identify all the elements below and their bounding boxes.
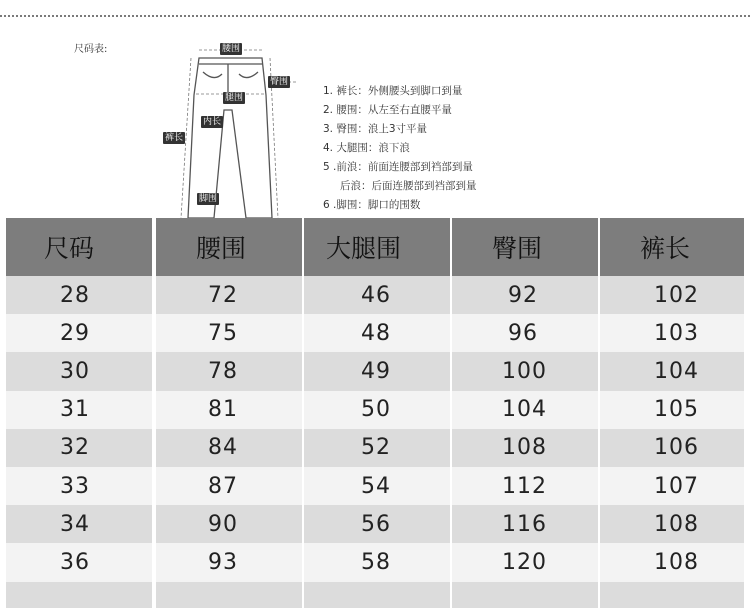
header-thigh: 大腿围 [304,218,450,276]
table-cell: 49 [304,352,450,390]
table-cell: 81 [156,391,302,429]
size-chart-title: 尺码表: [74,44,108,55]
table-empty-row [600,582,744,608]
note-length: 1. 裤长：外侧腰头到脚口到量 [323,85,463,97]
column-thigh [304,218,450,610]
column-length [600,218,744,610]
length-tag: 裤长 [165,133,184,143]
table-cell: 106 [600,429,744,467]
table-empty-row [156,582,302,608]
table-cell: 96 [452,314,598,352]
note-hem: 6 .脚围：脚口的围数 [323,199,421,211]
thigh-tag: 腿围 [225,93,244,103]
table-cell: 78 [156,352,302,390]
table-cell: 108 [452,429,598,467]
table-empty-row [304,582,450,608]
table-cell: 48 [304,314,450,352]
table-cell: 100 [452,352,598,390]
table-cell: 52 [304,429,450,467]
table-cell: 103 [600,314,744,352]
table-cell: 104 [452,391,598,429]
table-cell: 75 [156,314,302,352]
table-cell: 34 [6,505,152,543]
table-cell: 46 [304,276,450,314]
table-cell: 107 [600,467,744,505]
table-cell: 108 [600,543,744,581]
table-cell: 93 [156,543,302,581]
table-cell: 104 [600,352,744,390]
inseam-tag: 内长 [203,117,222,127]
table-cell: 105 [600,391,744,429]
table-cell: 31 [6,391,152,429]
table-cell: 56 [304,505,450,543]
table-cell: 30 [6,352,152,390]
note-hip: 3. 臀围：浪上3寸平量 [323,123,428,135]
note-waist: 2. 腰围：从左至右直腰平量 [323,104,452,116]
note-thigh: 4. 大腿围：浪下浪 [323,142,410,154]
table-cell: 116 [452,505,598,543]
table-cell: 90 [156,505,302,543]
table-cell: 108 [600,505,744,543]
note-front-rise: 5 .前浪：前面连腰部到裆部到量 [323,161,473,173]
table-cell: 50 [304,391,450,429]
hip-tag: 臀围 [270,77,289,87]
header-size: 尺码 [6,218,152,276]
hem-tag: 脚围 [199,194,218,204]
table-cell: 87 [156,467,302,505]
table-cell: 32 [6,429,152,467]
column-hip [452,218,598,610]
table-cell: 33 [6,467,152,505]
measurement-notes [323,82,477,215]
table-cell: 92 [452,276,598,314]
table-cell: 120 [452,543,598,581]
column-size [6,218,152,610]
column-waist [156,218,302,610]
table-cell: 58 [304,543,450,581]
note-back-rise: 后浪：后面连腰部到裆部到量 [340,180,477,192]
size-table [0,218,750,610]
table-cell: 72 [156,276,302,314]
table-cell: 29 [6,314,152,352]
header-hip: 臀围 [452,218,598,276]
header-length: 裤长 [600,218,744,276]
table-empty-row [452,582,598,608]
table-cell: 84 [156,429,302,467]
table-empty-row [6,582,152,608]
waist-tag: 腰围 [222,44,241,54]
table-cell: 54 [304,467,450,505]
header-waist: 腰围 [156,218,302,276]
table-cell: 28 [6,276,152,314]
table-cell: 102 [600,276,744,314]
table-cell: 36 [6,543,152,581]
table-cell: 112 [452,467,598,505]
